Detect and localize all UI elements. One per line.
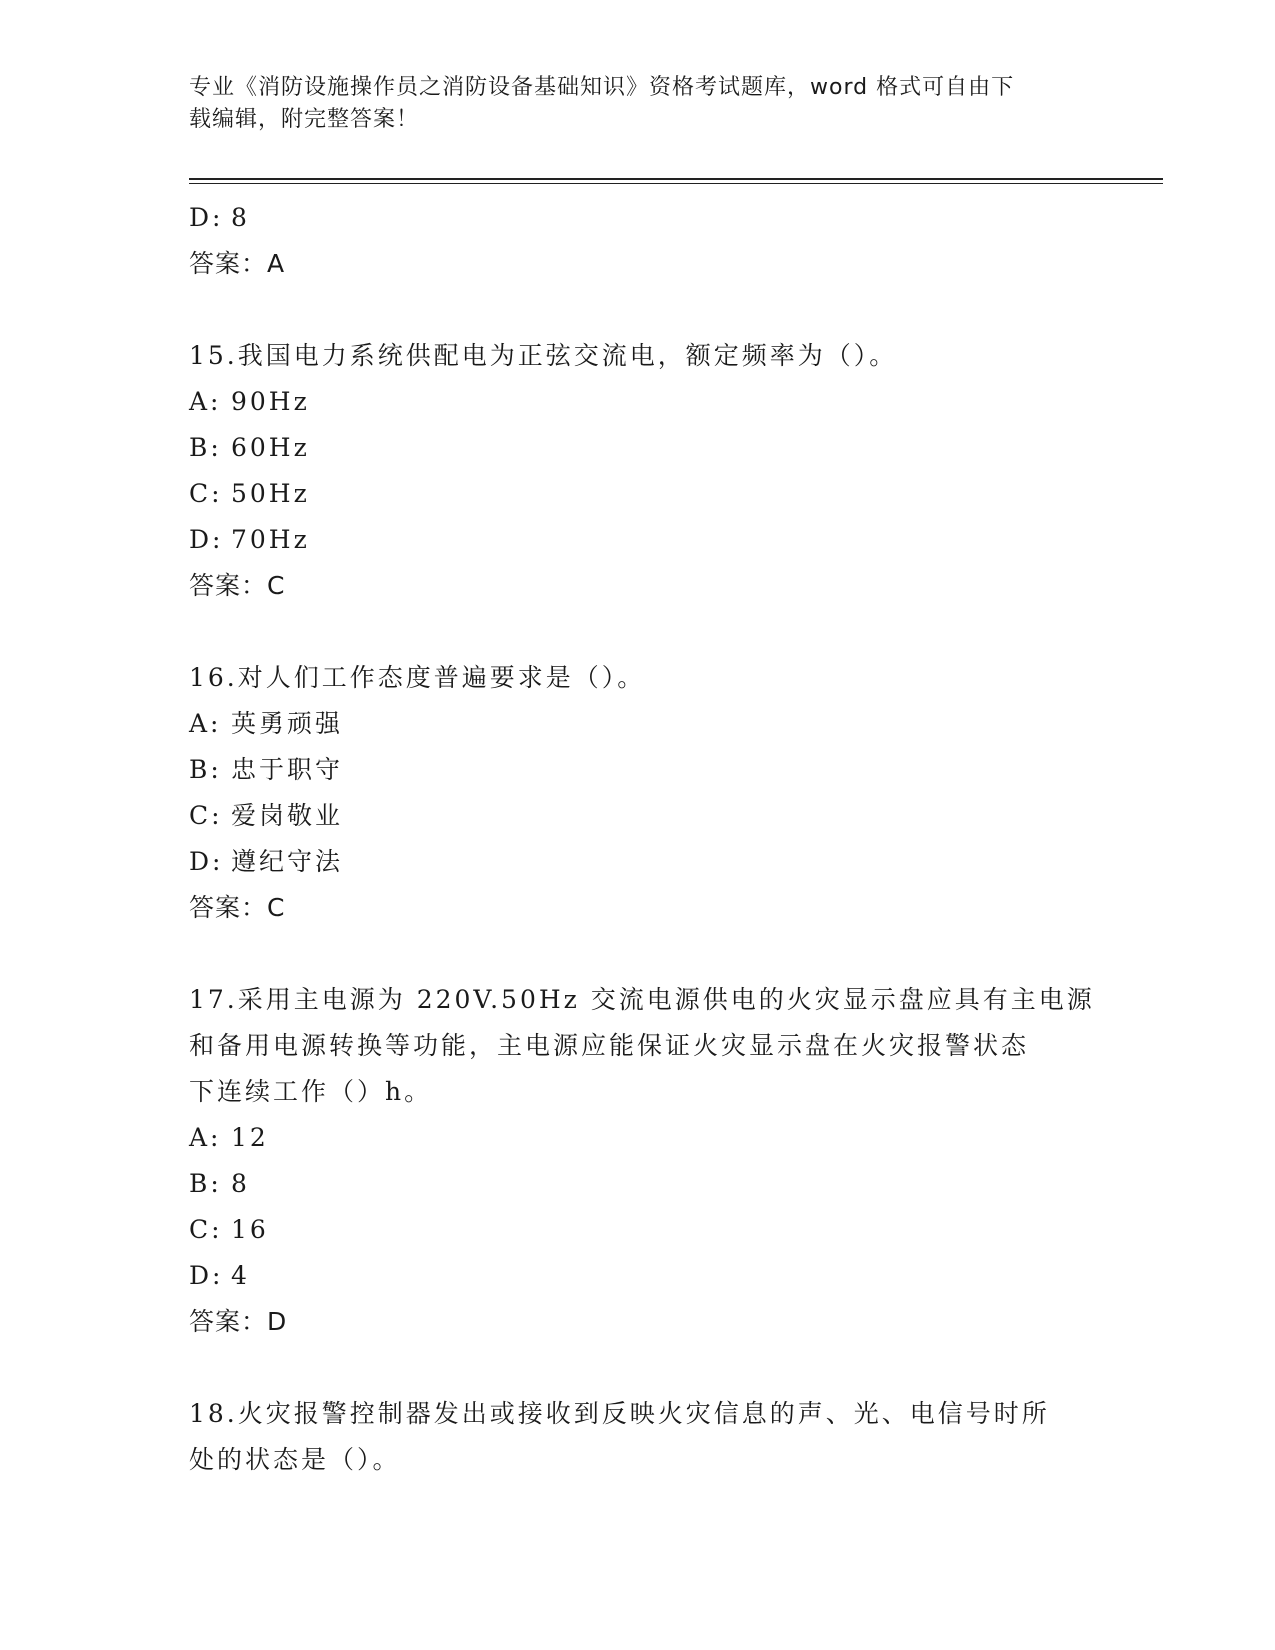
option-text: 12	[231, 1123, 269, 1152]
question-stem: 15.我国电力系统供配电为正弦交流电，额定频率为（）。	[189, 341, 898, 370]
option-d: D: 遵纪守法	[189, 847, 344, 876]
option-text: 8	[231, 203, 250, 232]
option-a: A: 12	[189, 1123, 269, 1152]
header-line-2: 载编辑，附完整答案！	[189, 107, 420, 132]
document-header	[189, 72, 1089, 136]
answer-line: 答案：C	[189, 571, 286, 600]
option-c: C: 爱岗敬业	[189, 801, 344, 830]
option-text: 60Hz	[231, 433, 310, 462]
option-text: 忠于职守	[231, 755, 344, 784]
question-stem-line: 17.采用主电源为 220V.50Hz 交流电源供电的火灾显示盘应具有主电源	[189, 985, 1095, 1014]
option-d: D: 70Hz	[189, 525, 310, 554]
option-a: A: 英勇顽强	[189, 709, 344, 738]
header-divider	[189, 178, 1163, 180]
question-18	[189, 1391, 1089, 1483]
option-b: B: 8	[189, 1169, 250, 1198]
question-stem-line: 和备用电源转换等功能，主电源应能保证火灾显示盘在火灾报警状态	[189, 1031, 1030, 1060]
option-c: C: 50Hz	[189, 479, 310, 508]
option-text: 50Hz	[231, 479, 310, 508]
option-d: D: 4	[189, 1261, 250, 1290]
question-stem-line: 下连续工作（）h。	[189, 1077, 433, 1106]
answer-line: 答案：A	[189, 249, 286, 278]
answer-line: 答案：C	[189, 893, 286, 922]
option-text: 英勇顽强	[231, 709, 344, 738]
question-list	[189, 195, 1095, 1483]
option-text: 爱岗敬业	[231, 801, 344, 830]
option-text: 90Hz	[231, 387, 310, 416]
question-stem-line: 处的状态是（）。	[189, 1445, 401, 1474]
question-16	[189, 655, 1089, 931]
option-b: B: 60Hz	[189, 433, 310, 462]
option-text: 16	[231, 1215, 269, 1244]
option-text: 70Hz	[231, 525, 310, 554]
question-17	[189, 977, 1095, 1345]
option-b: B: 忠于职守	[189, 755, 344, 784]
option-a: A: 90Hz	[189, 387, 310, 416]
header-line-1: 专业《消防设施操作员之消防设备基础知识》资格考试题库，word 格式可自由下	[189, 75, 1015, 100]
question-stem-line: 18.火灾报警控制器发出或接收到反映火灾信息的声、光、电信号时所	[189, 1399, 1050, 1428]
answer-line: 答案：D	[189, 1307, 288, 1336]
option-d: D: 8	[189, 203, 250, 232]
question-stem: 16.对人们工作态度普遍要求是（）。	[189, 663, 646, 692]
option-text: 8	[231, 1169, 250, 1198]
option-c: C: 16	[189, 1215, 269, 1244]
option-text: 遵纪守法	[231, 847, 344, 876]
question-15	[189, 333, 1089, 609]
option-text: 4	[231, 1261, 250, 1290]
header-divider-thin	[189, 183, 1163, 184]
